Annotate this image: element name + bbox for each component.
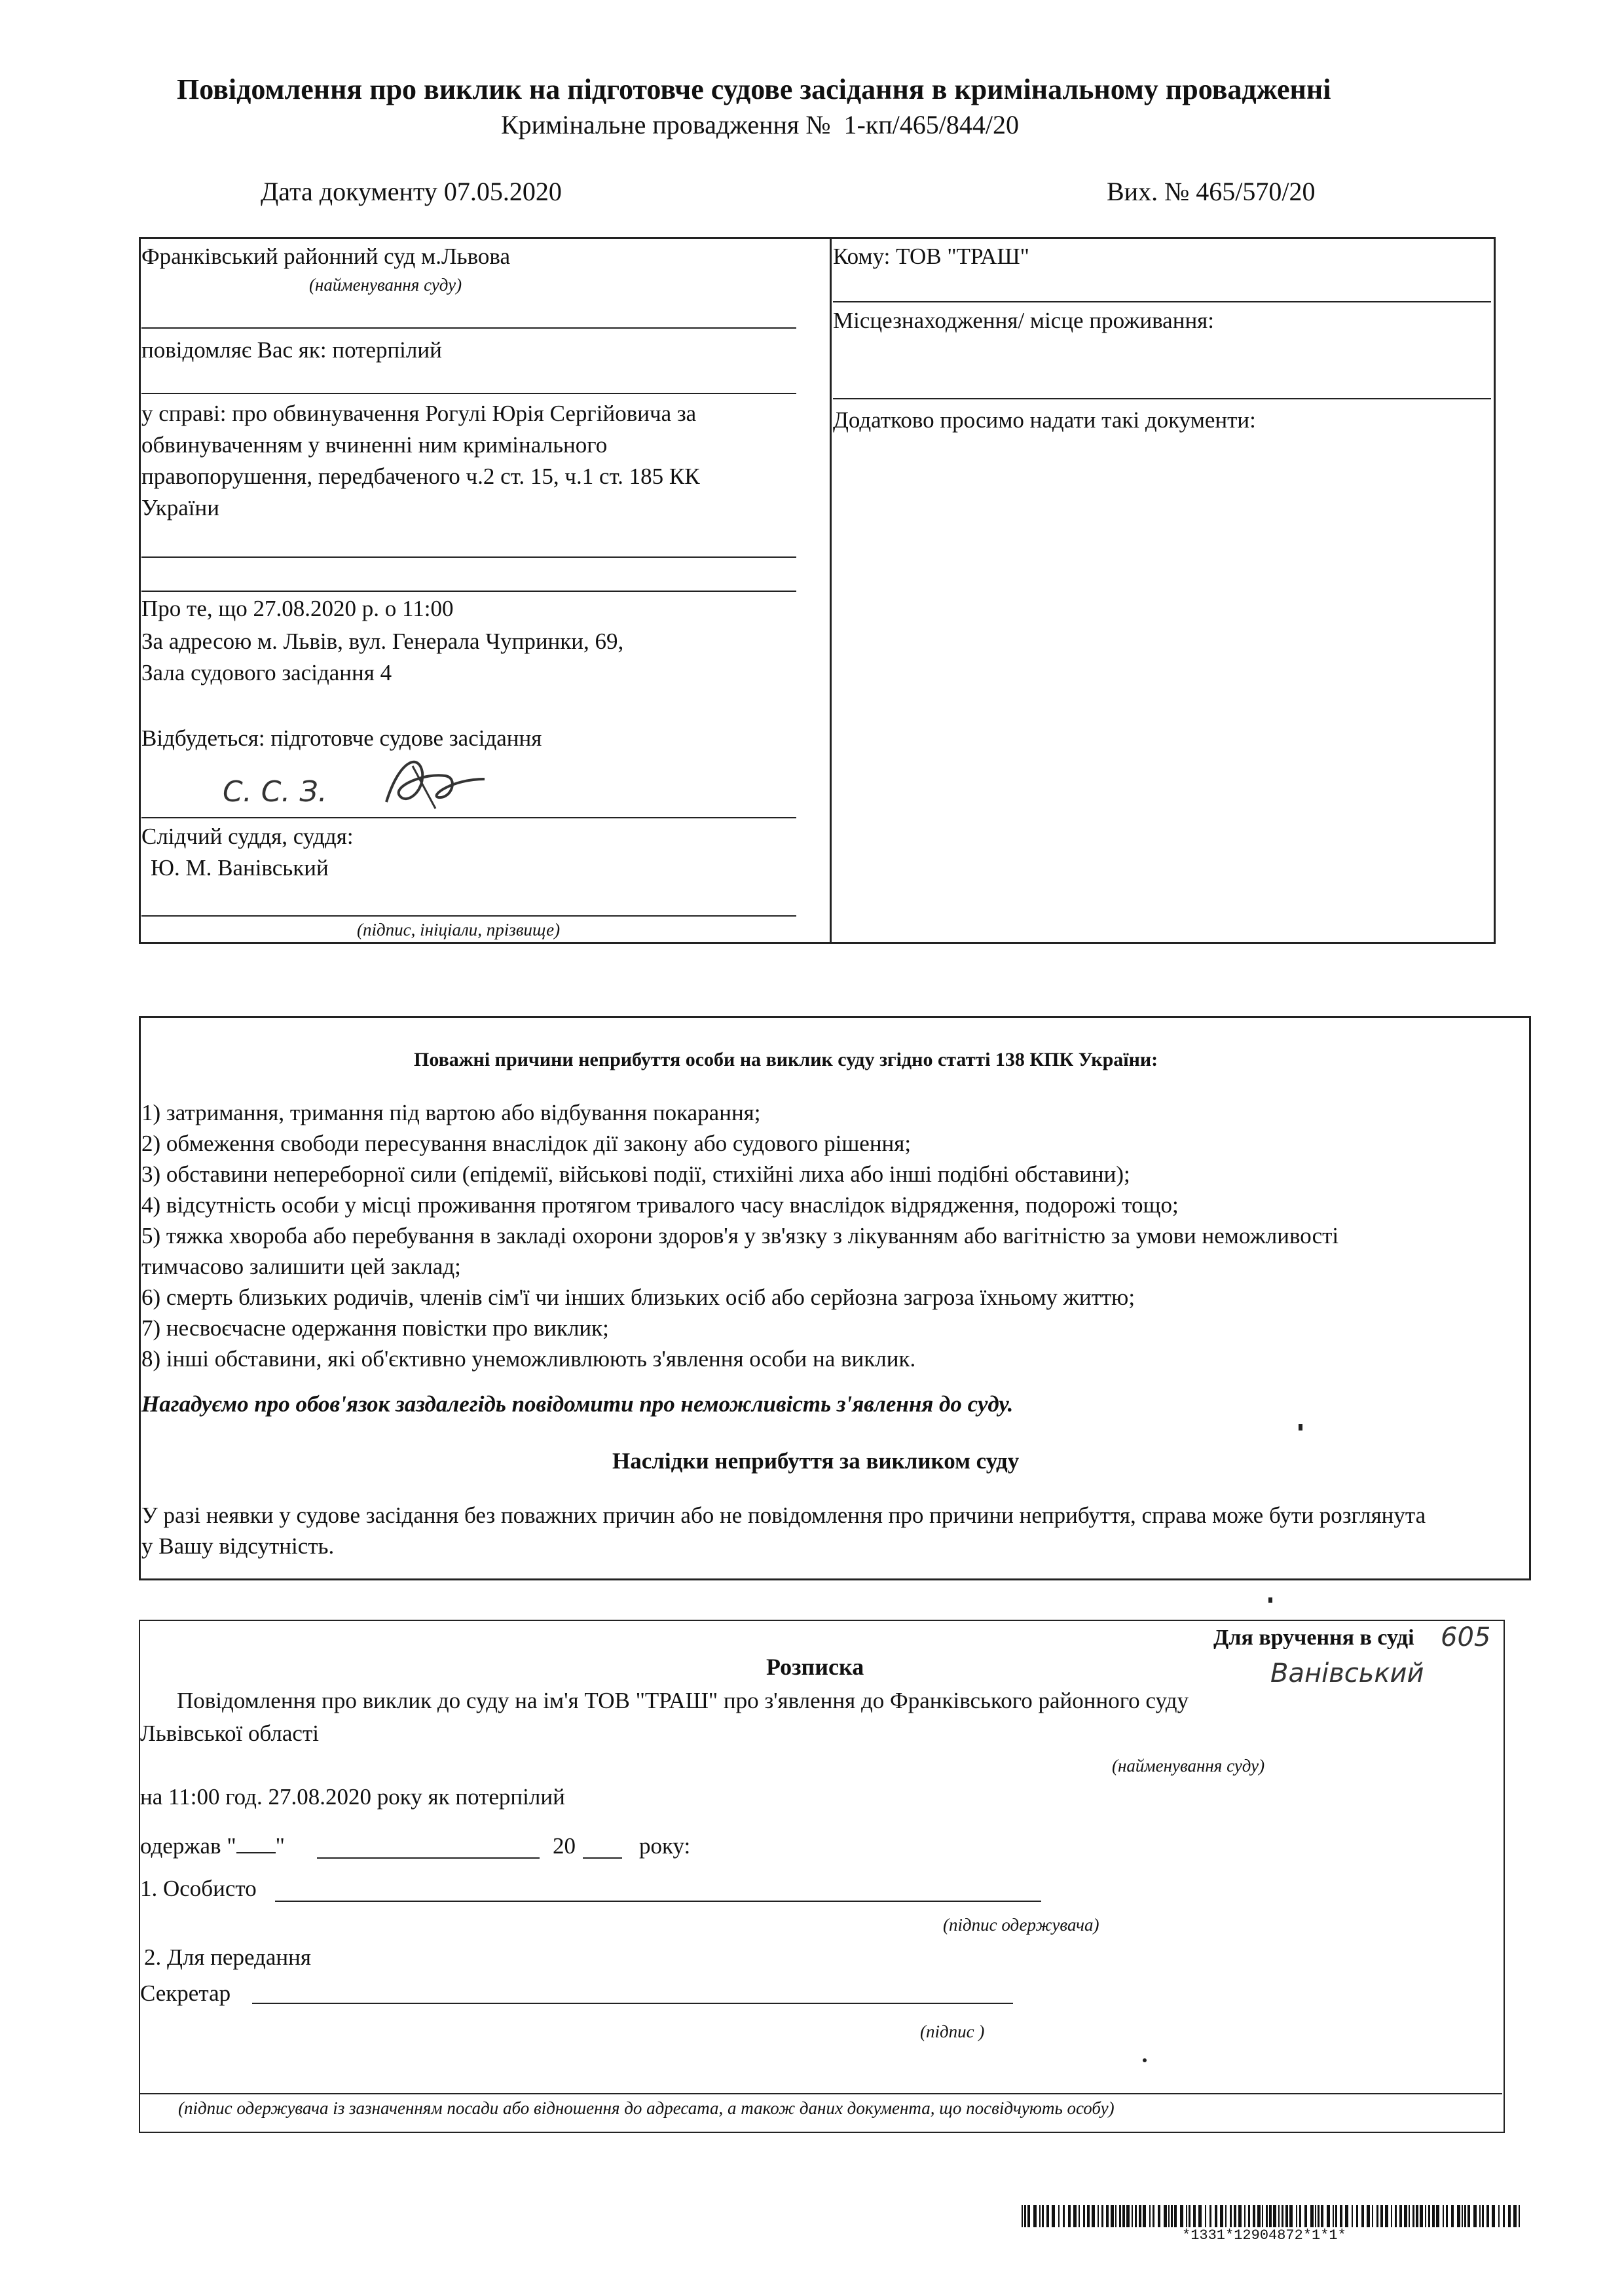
barcode-bar xyxy=(1519,2205,1520,2227)
document-title: Повідомлення про виклик на підготовче судове засідання в кримінальному провадженні xyxy=(177,73,1331,105)
barcode-bar xyxy=(1376,2205,1378,2227)
barcode-bar xyxy=(1253,2205,1255,2227)
barcode-bar xyxy=(1174,2205,1177,2227)
barcode-bar xyxy=(1486,2205,1489,2227)
footer-caption: (підпис одержувача із зазначенням посади або відношення до адресата, а також даних документа, що посвідчують особу) xyxy=(178,2098,1115,2118)
barcode-bar xyxy=(1143,2205,1146,2227)
consequences-text: у Вашу відсутність. xyxy=(141,1533,335,1559)
barcode-bar xyxy=(1168,2205,1170,2227)
barcode-bar xyxy=(1285,2205,1288,2227)
barcode-bar xyxy=(1122,2205,1125,2227)
notifies-as: повідомляє Вас як: потерпілий xyxy=(141,337,442,363)
receipt-court-caption: (найменування суду) xyxy=(1112,1756,1265,1776)
barcode-bar xyxy=(1180,2205,1183,2227)
barcode-bar xyxy=(1215,2205,1217,2227)
received-suffix: року: xyxy=(639,1833,691,1859)
footer-line xyxy=(140,2093,1502,2094)
barcode-bar xyxy=(1457,2205,1460,2227)
barcode-bar xyxy=(1462,2205,1463,2227)
barcode-bar xyxy=(1132,2205,1133,2227)
outgoing-number: Вих. № 465/570/20 xyxy=(1107,177,1316,206)
divider-line xyxy=(141,327,796,329)
barcode-bar xyxy=(1361,2205,1364,2227)
barcode-bar xyxy=(1111,2205,1114,2227)
received-month-blank[interactable] xyxy=(317,1857,540,1859)
barcode-bar xyxy=(1282,2205,1283,2227)
barcode-bar xyxy=(1230,2205,1232,2227)
barcode-bar xyxy=(1380,2205,1383,2227)
barcode-bar xyxy=(1304,2205,1307,2227)
barcode-bar xyxy=(1420,2205,1423,2227)
barcode-bar xyxy=(1443,2205,1444,2227)
barcode-bar xyxy=(1068,2205,1071,2227)
barcode-bar xyxy=(1046,2205,1049,2227)
handwritten-note-name: Ванівський xyxy=(1270,1658,1424,1688)
barcode-bar xyxy=(1052,2205,1055,2227)
barcode-bar xyxy=(1024,2205,1026,2227)
barcode-bar xyxy=(1073,2205,1077,2227)
barcode-bar xyxy=(1446,2205,1448,2227)
reason-item: 3) обставини непереборної сили (епідемії, військові події, стихійні лиха або інші подібні обставини); xyxy=(141,1161,1130,1187)
handwritten-note-number: 605 xyxy=(1441,1622,1491,1652)
barcode-bar xyxy=(1244,2205,1246,2227)
barcode-bar xyxy=(1318,2205,1320,2227)
received-year-blank[interactable] xyxy=(583,1857,622,1859)
barcode-bar xyxy=(1189,2205,1190,2227)
barcode-bar xyxy=(1327,2205,1330,2227)
divider-line xyxy=(141,817,796,818)
received-line xyxy=(140,1833,285,1859)
barcode-bar xyxy=(1153,2205,1154,2227)
secretary-label: Секретар xyxy=(140,1980,231,2006)
barcode-bar xyxy=(1345,2205,1348,2227)
barcode-bar xyxy=(1234,2205,1236,2227)
barcode-bar xyxy=(1412,2205,1414,2227)
barcode-bar xyxy=(1310,2205,1314,2227)
barcode-bar xyxy=(1436,2205,1439,2227)
received-label: одержав " xyxy=(140,1833,236,1859)
court-caption: (найменування суду) xyxy=(309,275,462,295)
barcode-bar xyxy=(1473,2205,1477,2227)
judge-label: Слідчий суддя, суддя: xyxy=(141,824,354,849)
barcode-bar xyxy=(1257,2205,1261,2227)
barcode-bar xyxy=(1451,2205,1454,2227)
barcode-text: *1331*12904872*1*1* xyxy=(1182,2227,1346,2244)
barcode-bar xyxy=(1135,2205,1137,2227)
barcode-bar xyxy=(1115,2205,1116,2227)
hearing-hall: Зала судового засідання 4 xyxy=(141,660,392,685)
court-name: Франківський районний суд м.Львова xyxy=(141,244,511,269)
barcode-bar xyxy=(1333,2205,1334,2227)
barcode-bar xyxy=(1404,2205,1407,2227)
barcode-bar xyxy=(1209,2205,1211,2227)
received-quote: " xyxy=(275,1833,285,1859)
barcode-bar xyxy=(1149,2205,1151,2227)
barcode-bar xyxy=(1299,2205,1301,2227)
barcode-bar xyxy=(1352,2205,1353,2227)
barcode-bar xyxy=(1106,2205,1109,2227)
barcode-bar xyxy=(1193,2205,1196,2227)
barcode-bar xyxy=(1503,2205,1505,2227)
barcode-bar xyxy=(1164,2205,1167,2227)
barcode-bar xyxy=(1372,2205,1373,2227)
case-description-line: обвинуваченням у вчиненні ним кримінального xyxy=(141,432,608,458)
recipient-line: Кому: ТОВ "ТРАШ" xyxy=(833,244,1029,269)
barcode-bar xyxy=(1101,2205,1103,2227)
dot-mark xyxy=(1299,1424,1302,1430)
barcode-bar xyxy=(1391,2205,1392,2227)
barcode-bar xyxy=(1479,2205,1481,2227)
barcode-bar xyxy=(1248,2205,1250,2227)
barcode-bar xyxy=(1033,2205,1037,2227)
barcode-bar xyxy=(1467,2205,1470,2227)
divider-line xyxy=(141,556,796,558)
hearing-address: За адресою м. Львів, вул. Генерала Чупринки, 69, xyxy=(141,629,624,654)
barcode-bar xyxy=(1039,2205,1041,2227)
barcode-bar xyxy=(1513,2205,1517,2227)
recipient-signature-caption: (підпис одержувача) xyxy=(943,1915,1099,1935)
barcode-bar xyxy=(1340,2205,1342,2227)
barcode-bar xyxy=(1238,2205,1242,2227)
transfer-label: 2. Для передання xyxy=(144,1944,311,1970)
reasons-heading: Поважні причини неприбуття особи на виклик суду згідно статті 138 КПК України: xyxy=(414,1049,1158,1070)
barcode-bar xyxy=(1042,2205,1044,2227)
barcode-bar xyxy=(1367,2205,1370,2227)
barcode-bar xyxy=(1186,2205,1187,2227)
barcode-bar xyxy=(1289,2205,1293,2227)
reminder-text: Нагадуємо про обов'язок заздалегідь повідомити про неможливість з'явлення до суду. xyxy=(141,1391,1014,1417)
location-label: Місцезнаходження/ місце проживання: xyxy=(833,308,1214,333)
barcode-bar xyxy=(1492,2205,1495,2227)
handwritten-initials: С. С. З. xyxy=(223,775,327,809)
barcode-bar xyxy=(1356,2205,1358,2227)
barcode-bar xyxy=(1092,2205,1095,2227)
reason-item: 8) інші обставини, які об'єктивно унеможливлюють з'явлення особи на виклик. xyxy=(141,1346,916,1372)
barcode-bar xyxy=(1087,2205,1090,2227)
document-date: Дата документу 07.05.2020 xyxy=(261,177,562,206)
barcode-bar xyxy=(1416,2205,1418,2227)
case-description-line: у справі: про обвинувачення Рогулі Юрія Сергійовича за xyxy=(141,401,697,426)
for-court-label: Для вручення в суді xyxy=(1213,1626,1414,1650)
barcode-bar xyxy=(1225,2205,1227,2227)
barcode-bar xyxy=(1399,2205,1402,2227)
barcode-bar xyxy=(1498,2205,1500,2227)
barcode-bar xyxy=(1083,2205,1085,2227)
case-number-line xyxy=(501,110,1019,140)
receipt-line-1: Повідомлення про виклик до суду на ім'я ТОВ "ТРАШ" про з'явлення до Франківського районного суду xyxy=(177,1688,1189,1713)
barcode-bar xyxy=(1425,2205,1426,2227)
barcode-bar xyxy=(1395,2205,1397,2227)
hearing-time: Про те, що 27.08.2020 р. о 11:00 xyxy=(141,596,454,621)
receipt-title: Розписка xyxy=(766,1654,864,1680)
reason-item: тимчасово залишити цей заклад; xyxy=(141,1254,461,1279)
barcode-bar xyxy=(1220,2205,1223,2227)
barcode-bar xyxy=(1409,2205,1410,2227)
barcode-bar xyxy=(1262,2205,1263,2227)
reason-item: 6) смерть близьких родичів, членів сім'ї чи інших близьких осіб або серйозна загроза їхньому життю; xyxy=(141,1285,1135,1310)
reason-item: 2) обмеження свободи пересування внаслідок дії закону або судового рішення; xyxy=(141,1131,912,1156)
barcode-bar xyxy=(1027,2205,1030,2227)
column-divider xyxy=(830,237,832,944)
barcode-bar xyxy=(1273,2205,1276,2227)
barcode-bar xyxy=(1266,2205,1268,2227)
judge-signature xyxy=(373,746,498,818)
barcode-bar xyxy=(1058,2205,1060,2227)
barcode-bar xyxy=(1022,2205,1023,2227)
reason-item: 4) відсутність особи у місці проживання протягом тривалого часу внаслідок відрядження, подорожі тощо; xyxy=(141,1192,1179,1218)
divider-line xyxy=(833,301,1491,302)
documents-label: Додатково просимо надати такі документи: xyxy=(833,407,1256,433)
received-year: 20 xyxy=(553,1833,576,1859)
receipt-line-2: Львівської області xyxy=(140,1721,319,1746)
barcode-bar xyxy=(1171,2205,1173,2227)
barcode-bar xyxy=(1335,2205,1337,2227)
barcode-bar xyxy=(1315,2205,1316,2227)
personally-label: 1. Особисто xyxy=(140,1876,257,1901)
barcode-bar xyxy=(1063,2205,1065,2227)
barcode-bar xyxy=(1098,2205,1099,2227)
divider-line xyxy=(833,398,1491,399)
case-number: 1-кп/465/844/20 xyxy=(843,110,1019,139)
barcode-bar xyxy=(1269,2205,1272,2227)
barcode-bar xyxy=(1126,2205,1130,2227)
barcode-bar xyxy=(1139,2205,1141,2227)
secretary-signature-caption: (підпис ) xyxy=(920,2022,985,2041)
case-label: Кримінальне провадження № xyxy=(501,110,831,139)
hearing-type: Відбудеться: підготовче судове засідання xyxy=(141,725,542,751)
barcode xyxy=(1022,2205,1526,2227)
barcode-bar xyxy=(1432,2205,1435,2227)
receipt-time-line: на 11:00 год. 27.08.2020 року як потерпілий xyxy=(140,1784,565,1810)
reason-item: 5) тяжка хвороба або перебування в закладі охорони здоров'я у зв'язку з лікуванням або вагітністю за умови неможливості xyxy=(141,1223,1339,1248)
case-description-line: правопорушення, передбаченого ч.2 ст. 15, ч.1 ст. 185 КК xyxy=(141,464,700,489)
barcode-bar xyxy=(1158,2205,1160,2227)
consequences-heading: Наслідки неприбуття за викликом суду xyxy=(612,1448,1020,1474)
reason-item: 7) несвоєчасне одержання повістки про виклик; xyxy=(141,1315,609,1341)
dot-mark xyxy=(1268,1597,1272,1603)
divider-line xyxy=(141,591,796,592)
barcode-bar xyxy=(1119,2205,1121,2227)
barcode-bar xyxy=(1205,2205,1206,2227)
case-description-line: України xyxy=(141,495,219,520)
dot-mark xyxy=(1143,2058,1147,2062)
barcode-bar xyxy=(1385,2205,1388,2227)
barcode-bar xyxy=(1296,2205,1297,2227)
judge-name: Ю. М. Ванівський xyxy=(151,855,329,881)
barcode-bar xyxy=(1079,2205,1080,2227)
consequences-text: У разі неявки у судове засідання без поважних причин або не повідомлення про причини неприбуття, справа може бути розглянута xyxy=(141,1503,1426,1528)
barcode-bar xyxy=(1428,2205,1430,2227)
signature-caption: (підпис, ініціали, прізвище) xyxy=(357,920,561,939)
secretary-signature-line[interactable] xyxy=(252,2003,1013,2004)
divider-line xyxy=(141,915,796,917)
personally-signature-line[interactable] xyxy=(275,1901,1041,1902)
divider-line xyxy=(141,393,796,394)
reason-item: 1) затримання, тримання під вартою або відбування покарання; xyxy=(141,1100,761,1125)
received-day-blank[interactable] xyxy=(236,1834,276,1853)
barcode-bar xyxy=(1482,2205,1484,2227)
barcode-bar xyxy=(1464,2205,1466,2227)
barcode-bar xyxy=(1321,2205,1323,2227)
barcode-bar xyxy=(1278,2205,1280,2227)
barcode-bar xyxy=(1198,2205,1202,2227)
barcode-bar xyxy=(1508,2205,1511,2227)
